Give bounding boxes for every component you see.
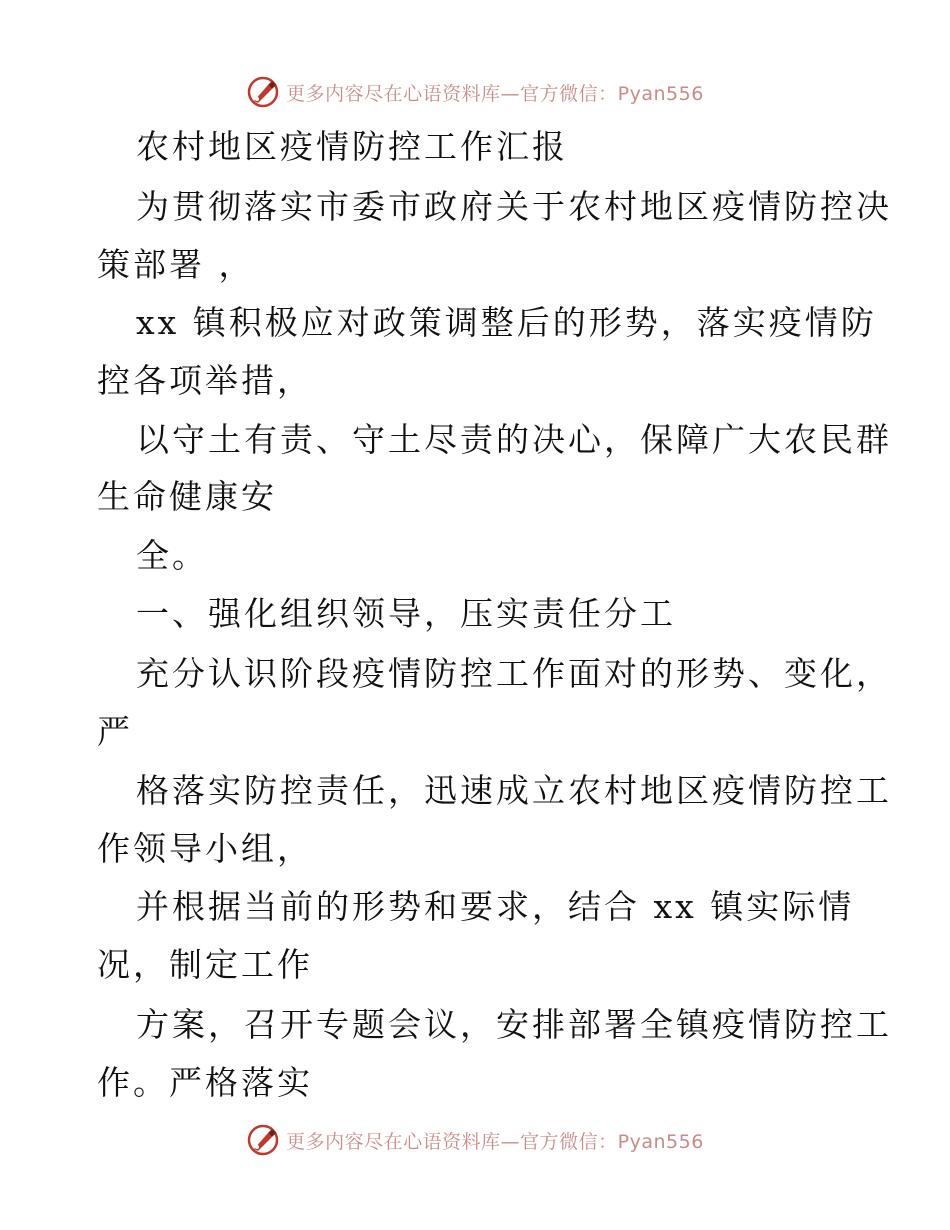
section-heading: 一、强化组织领导，压实责任分工 bbox=[136, 594, 676, 633]
paragraph-line: 以守土有责、守土尽责的决心，保障广大农民群 bbox=[136, 420, 892, 459]
paragraph-line: 严 bbox=[97, 712, 133, 751]
paragraph-line: xx 镇积极应对政策调整后的形势，落实疫情防 bbox=[136, 303, 877, 342]
paragraph-line: 作领导小组， bbox=[97, 829, 313, 868]
watermark-text: 更多内容尽在心语资料库—官方微信：Pyan556 bbox=[286, 1130, 704, 1153]
paragraph-line: 策部署 ， bbox=[97, 245, 255, 284]
paragraph-line: 为贯彻落实市委市政府关于农村地区疫情防控决 bbox=[136, 187, 892, 226]
paragraph-line: 格落实防控责任，迅速成立农村地区疫情防控工 bbox=[136, 771, 892, 810]
paragraph-line: 并根据当前的形势和要求，结合 xx 镇实际情 bbox=[136, 887, 855, 926]
paragraph-line: 作。严格落实 bbox=[97, 1063, 313, 1102]
paragraph-line: 况，制定工作 bbox=[97, 945, 313, 984]
pen-logo-icon bbox=[246, 75, 280, 109]
footer-watermark bbox=[0, 1120, 950, 1160]
paragraph-line: 控各项举措， bbox=[97, 361, 313, 400]
paragraph-line: 充分认识阶段疫情防控工作面对的形势、变化， bbox=[136, 654, 892, 693]
watermark-text: 更多内容尽在心语资料库—官方微信：Pyan556 bbox=[286, 82, 704, 105]
paragraph-line: 生命健康安 bbox=[97, 477, 277, 516]
paragraph-line: 方案，召开专题会议，安排部署全镇疫情防控工 bbox=[136, 1005, 892, 1044]
header-watermark bbox=[0, 72, 950, 112]
pen-logo-icon bbox=[246, 1123, 280, 1157]
paragraph-line: 全。 bbox=[136, 536, 208, 575]
document-title: 农村地区疫情防控工作汇报 bbox=[136, 127, 568, 166]
